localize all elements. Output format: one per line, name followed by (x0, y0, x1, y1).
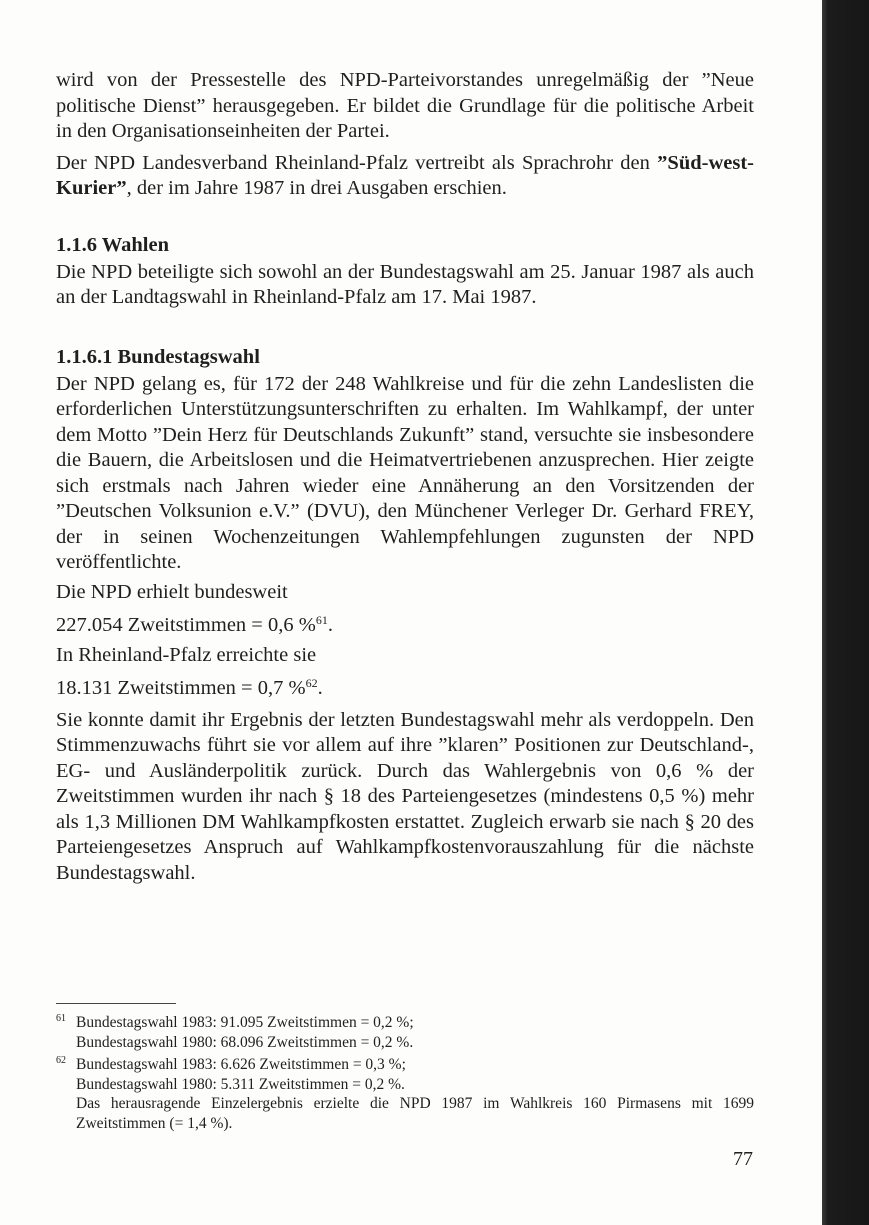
paragraph-wahlen: Die NPD beteiligte sich sowohl an der Bundestagswahl am 25. Januar 1987 als auch an der Landtagswahl in Rheinland-Pfalz am 17. Mai 1987. (56, 260, 754, 308)
section-heading-bundestagswahl: 1.1.6.1 Bundestagswahl (56, 345, 260, 368)
paragraph-neue-politische-dienst: wird von der Pressestelle des NPD-Parteivorstandes unregelmäßig der ”Neue politische Dienst” herausgegeben. Er bildet die Grundlage für die politische Arbeit in den Organisationseinheiten der Partei. (56, 69, 754, 142)
paragraph-suedwest-kurier-pre: Der NPD Landesverband Rheinland-Pfalz vertreibt als Sprachrohr den (56, 151, 658, 174)
result-intro-national: Die NPD erhielt bundesweit (56, 580, 288, 603)
body-text (56, 68, 754, 886)
footnote-line: Bundestagswahl 1980: 68.096 Zweitstimmen = 0,2 %. (76, 1033, 414, 1051)
footnote-line: Das herausragende Einzelergebnis erzielte die NPD 1987 im Wahlkreis 160 Pirmasens mit 1699 Zweitstimmen (= 1,4 %). (76, 1095, 754, 1132)
book-spine-edge (822, 0, 869, 1225)
footnote-mark: 62 (56, 1055, 66, 1066)
footnote-61 (56, 1013, 754, 1052)
result-national: 227.054 Zweitstimmen = 0,6 %$^{61}$. (56, 613, 333, 636)
result-rlp-value: 18.131 Zweitstimmen = 0,7 % (56, 677, 306, 699)
footnote-line: Bundestagswahl 1980: 5.311 Zweitstimmen = 0,2 %. (76, 1075, 405, 1093)
page-number: 77 (733, 1148, 753, 1170)
footnote-ref-61: 61 (315, 613, 328, 627)
paragraph-suedwest-kurier (56, 151, 754, 202)
footnote-ref-62: 62 (305, 676, 318, 690)
result-rlp: 18.131 Zweitstimmen = 0,7 %$^{62}$. (56, 676, 323, 699)
paragraph-bundestagswahl-campaign: Der NPD gelang es, für 172 der 248 Wahlkreise und für die zehn Landeslisten die erforderlichen Unterstützungsunterschriften zu erhalten. Im Wahlkampf, der unter dem Motto ”Dein Herz für Deutschlands Zukunft” stand, versuchte sie insbesondere die Bauern, die Arbeitslosen und die Heimatvertriebenen anzusprechen. Hier zeigte sich erstmals nach Jahren wieder eine Annäherung an den Vorsitzenden der ”Deutschen Volksunion e.V.” (DVU), den Münchener Verleger Dr. Gerhard FREY, der in seinen Wochenzeitungen Wahlempfehlungen zugunsten der NPD veröffentlichte. (56, 372, 754, 573)
paragraph-wahlergebnis: Sie konnte damit ihr Ergebnis der letzten Bundestagswahl mehr als verdoppeln. Den Stimmenzuwachs führt sie vor allem auf ihre ”klaren” Positionen zur Deutschland-, EG- und Ausländerpolitik zurück. Durch das Wahlergebnis von 0,6 % der Zweitstimmen wurden ihr nach § 18 des Parteiengesetzes (mindestens 0,5 %) mehr als 1,3 Millionen DM Wahlkampfkosten erstattet. Zugleich erwarb sie nach § 20 des Parteiengesetzes Anspruch auf Wahlkampfkostenvorauszahlung für die nächste Bundestagswahl. (56, 708, 754, 884)
result-intro-rlp: In Rheinland-Pfalz erreichte sie (56, 643, 317, 666)
publication-name: ”Süd-west-Kurier” (56, 151, 754, 199)
footnote-mark: 61 (56, 1013, 66, 1024)
section-heading-wahlen: 1.1.6 Wahlen (56, 233, 169, 256)
footnote-divider (56, 1003, 176, 1004)
footnote-62 (56, 1055, 754, 1133)
result-national-value: 227.054 Zweitstimmen = 0,6 % (56, 614, 316, 636)
footnote-line: Bundestagswahl 1983: 6.626 Zweitstimmen = 0,3 %; (76, 1056, 406, 1073)
paragraph-suedwest-kurier-post: , der im Jahre 1987 in drei Ausgaben erschien. (126, 177, 507, 199)
footnote-line: Bundestagswahl 1983: 91.095 Zweitstimmen = 0,2 %; (76, 1014, 414, 1031)
footnotes (56, 1003, 754, 1133)
